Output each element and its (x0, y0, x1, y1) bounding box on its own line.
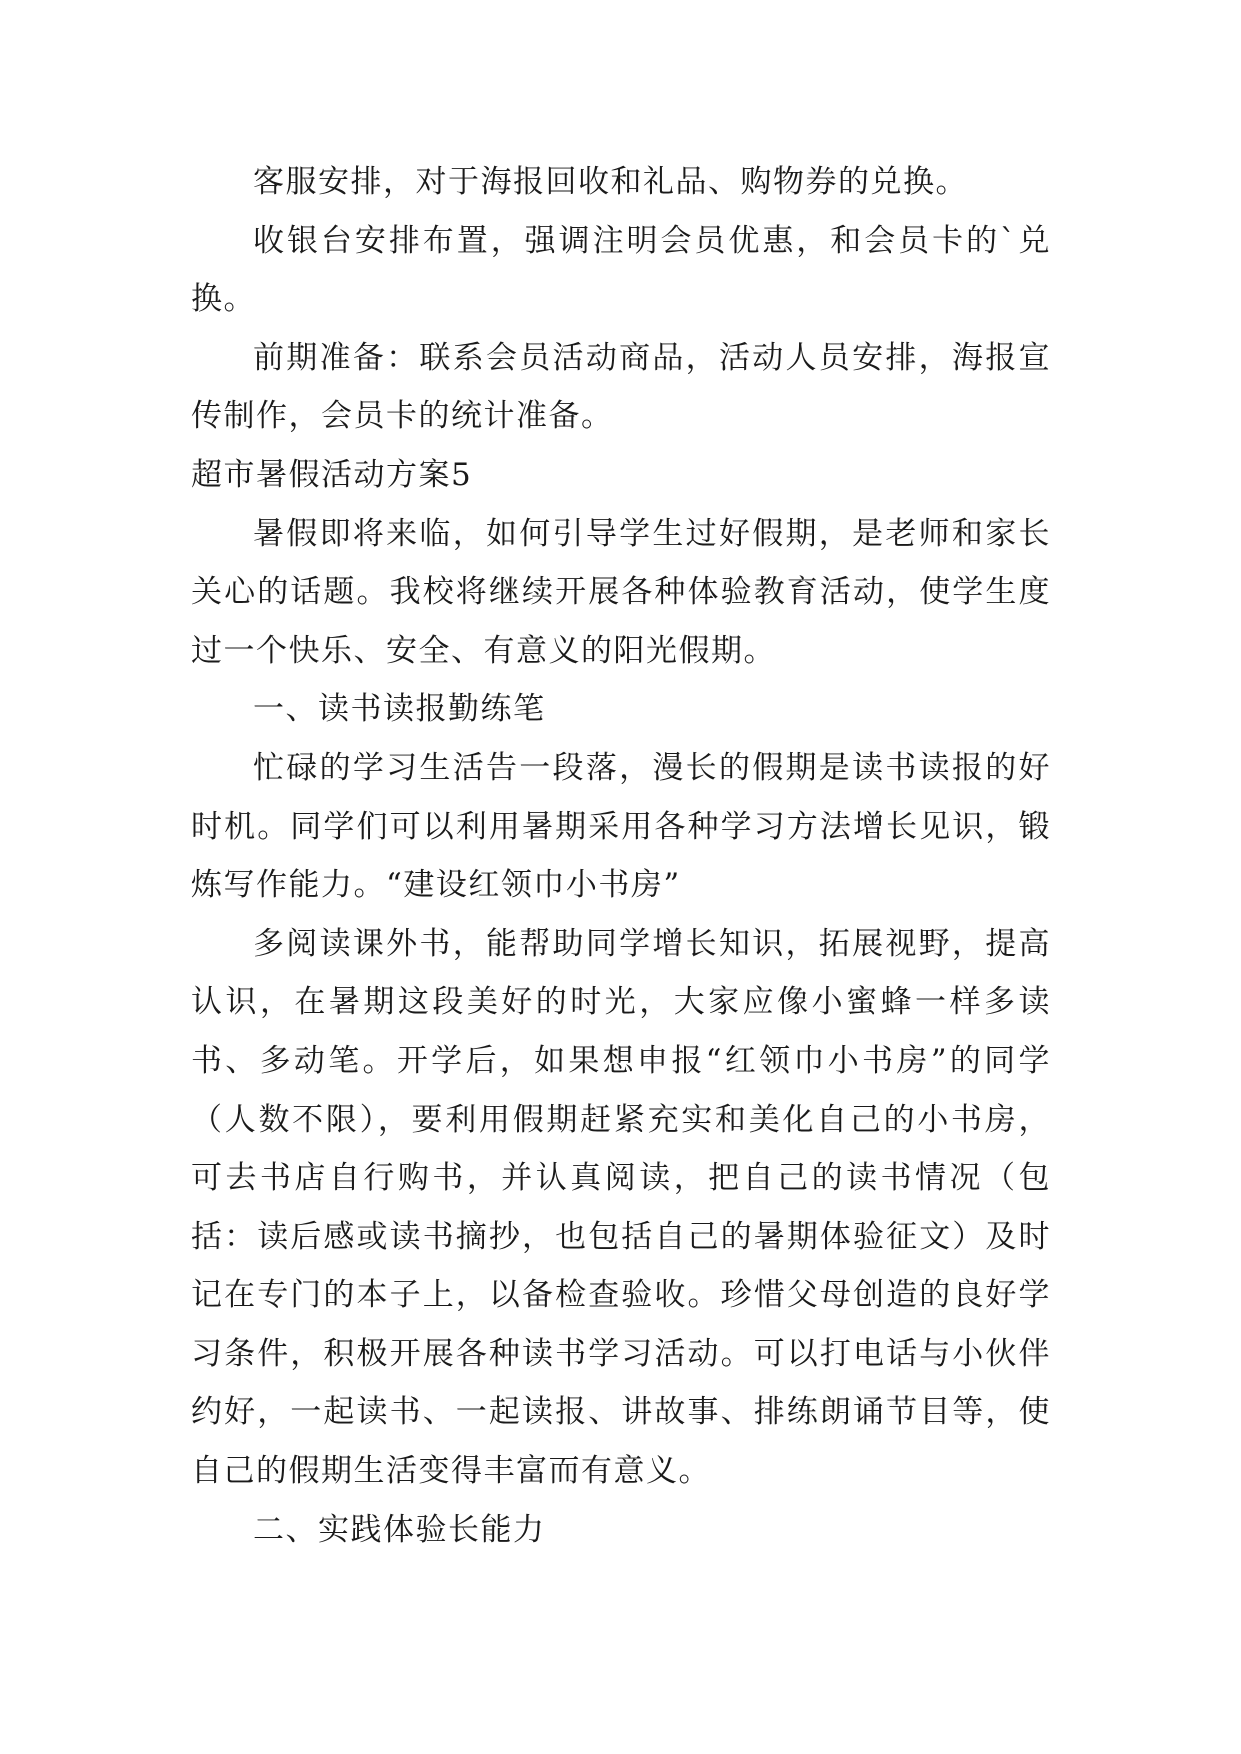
paragraph: 忙碌的学习生活告一段落，漫长的假期是读书读报的好时机。同学们可以利用暑期采用各种学习方法增长见识，锻炼写作能力。“建设红领巾小书房” (191, 749, 1051, 904)
section-heading: 二、实践体验长能力 (253, 1511, 546, 1548)
document-body (191, 153, 1051, 1559)
paragraph: 暑假即将来临，如何引导学生过好假期，是老师和家长关心的话题。我校将继续开展各种体验教育活动，使学生度过一个快乐、安全、有意义的阳光假期。 (191, 515, 1051, 669)
section-heading: 一、读书读报勤练笔 (253, 691, 546, 728)
paragraph: 前期准备：联系会员活动商品，活动人员安排，海报宣传制作，会员卡的统计准备。 (191, 339, 1051, 435)
paragraph: 收银台安排布置，强调注明会员优惠，和会员卡的`兑换。 (191, 222, 1051, 318)
section-title: 超市暑假活动方案5 (191, 456, 473, 493)
paragraph: 多阅读课外书，能帮助同学增长知识，拓展视野，提高认识，在暑期这段美好的时光，大家应像小蜜蜂一样多读书、多动笔。开学后，如果想申报“红领巾小书房”的同学（人数不限），要利用假期赶紧充实和美化自己的小书房，可去书店自行购书，并认真阅读，把自己的读书情况（包括：读后感或读书摘抄，也包括自己的暑期体验征文）及时记在专门的本子上，以备检查验收。珍惜父母创造的良好学习条件，积极开展各种读书学习活动。可以打电话与小伙伴约好，一起读书、一起读报、讲故事、排练朗诵节目等，使自己的假期生活变得丰富而有意义。 (191, 925, 1051, 1490)
paragraph: 客服安排，对于海报回收和礼品、购物券的兑换。 (253, 164, 968, 200)
